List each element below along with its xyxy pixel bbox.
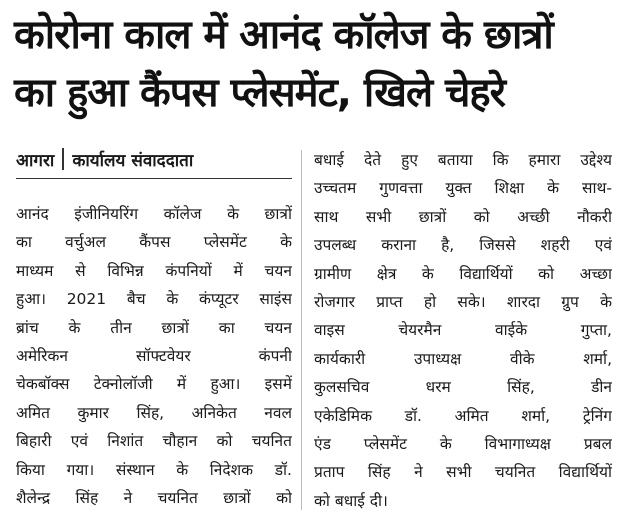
text-line: बधाई देते हुए बताया कि हमारा उद्देश्य [314, 151, 612, 169]
text-line: रोजगार प्राप्त हो सके। शारदा ग्रुप के [314, 293, 612, 312]
text-line: ग्रामीण क्षेत्र के विद्यार्थियों को अच्छा [314, 264, 612, 283]
text-line: किया गया। संस्थान के निदेशक डॉ. [16, 460, 292, 479]
byline-place: आगरा [16, 150, 55, 171]
article-column-left [16, 200, 292, 512]
article-column-right [314, 146, 612, 515]
text-line: अमित कुमार सिंह, अनिकेत नवल [16, 403, 292, 422]
byline-rule [16, 178, 292, 179]
text-line: माध्यम से विभिन्न कंपनियों में चयन [16, 261, 292, 280]
byline-separator [62, 148, 64, 170]
text-line: को बधाई दी। [314, 491, 388, 510]
text-line: उच्चतम गुणवत्ता युक्त शिक्षा के साथ- [314, 179, 612, 198]
headline [14, 6, 618, 122]
headline-line-2: का हुआ कैंपस प्लेसमेंट, खिले चेहरे [14, 70, 505, 116]
text-line: वाइस चेयरमैन वाईके गुप्ता, [314, 321, 612, 340]
text-line: प्रताप सिंह ने सभी चयनित विद्यार्थियों [314, 463, 612, 482]
text-line: चेकबॉक्स टेक्नोलॉजी में हुआ। इसमें [16, 375, 292, 394]
headline-line-1: कोरोना काल में आनंद कॉलेज के छात्रों [14, 12, 553, 58]
text-line: आनंद इंजीनियरिंग कॉलेज के छात्रों [16, 205, 292, 223]
text-line: साथ सभी छात्रों को अच्छी नौकरी [314, 207, 612, 226]
text-line: हुआ। 2021 बैच के कंप्यूटर साइंस [16, 290, 292, 309]
text-line: का वर्चुअल कैंपस प्लेसमेंट के [16, 233, 292, 252]
column-divider [301, 150, 302, 510]
text-line: अमेरिकन सॉफ्टवेयर कंपनी [16, 347, 292, 366]
text-line: शैलेन्द्र सिंह ने चयनित छात्रों को [16, 489, 292, 508]
text-line: एंड प्लेसमेंट के विभागाध्यक्ष प्रबल [314, 435, 612, 454]
byline [16, 146, 193, 172]
text-line: कुलसचिव धरम सिंह, डीन [314, 378, 612, 397]
text-line: एकेडिमिक डॉ. अमित शर्मा, ट्रेनिंग [314, 406, 612, 425]
byline-reporter: कार्यालय संवाददाता [72, 150, 194, 171]
text-line: उपलब्ध कराना है, जिससे शहरी एवं [314, 236, 612, 255]
text-line: ब्रांच के तीन छात्रों का चयन [16, 318, 292, 337]
text-line: कार्यकारी उपाध्यक्ष वीके शर्मा, [314, 349, 612, 368]
text-line: बिहारी एवं निशांत चौहान को चयनित [16, 432, 292, 451]
